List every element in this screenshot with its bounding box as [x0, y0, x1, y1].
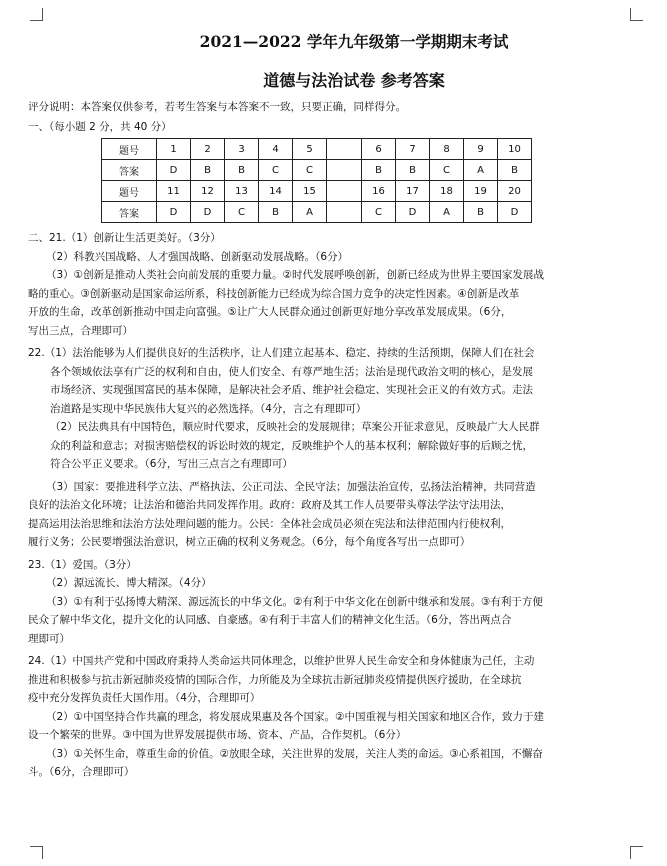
answer-table: [101, 138, 532, 223]
crop-mark-bottom-right: [630, 846, 643, 859]
table-cell: 16: [362, 181, 396, 202]
q21-part3-line: 略的重心。③创新驱动是国家命运所系，科技创新能力已经成为综合国力竞争的决定性因素。④创新是改革: [28, 287, 520, 300]
table-cell: D: [191, 202, 225, 223]
table-cell: B: [191, 160, 225, 181]
table-cell: C: [430, 160, 464, 181]
table-cell: 11: [157, 181, 191, 202]
table-cell: D: [396, 202, 430, 223]
table-cell: A: [464, 160, 498, 181]
q22-part2-line: 众的利益和意志；对损害赔偿权的诉讼时效的规定，反映维护个人的基本权利；解除做好事的后顾之忧，: [50, 439, 533, 452]
q23-part3-line: （3）①有利于弘扬博大精深、源远流长的中华文化。②有利于中华文化在创新中继承和发展。③有利于方便: [46, 595, 543, 608]
crop-mark-bottom-left: [30, 846, 43, 859]
q21-part3-line: （3）①创新是推动人类社会向前发展的重要力量。②时代发展呼唤创新，创新已经成为世界主要国家发展战: [46, 269, 545, 281]
table-cell: C: [225, 202, 259, 223]
section1-label: 一、（每小题 2 分，共 40 分）: [28, 121, 172, 133]
exam-title: 2021—2022 学年九年级第一学期期末考试: [199, 32, 509, 51]
row-label-ans: 答案: [102, 202, 157, 223]
q22-part1-line: 各个领域依法享有广泛的权利和自由，使人们安全、有尊严地生活；法治是现代政治文明的核心，是发展: [50, 365, 533, 378]
table-cell: 3: [225, 139, 259, 160]
table-row: [102, 160, 532, 181]
table-cell: C: [362, 202, 396, 223]
row-label-ans: 答案: [102, 160, 157, 181]
q22-part3-line: 履行义务；公民要增强法治意识，树立正确的权利义务观念。（6分，每个角度各写出一点即可）: [28, 536, 471, 548]
row-label-num: 题号: [102, 181, 157, 202]
table-cell: B: [396, 160, 430, 181]
table-gap: [327, 202, 362, 223]
q22-part1-line: 市场经济、实现强国富民的基本保障，是解决社会矛盾、维护社会稳定、实现社会正义的有效方式。走法: [50, 384, 533, 396]
table-cell: 13: [225, 181, 259, 202]
q24-part3-line: 斗。（6分，合理即可）: [28, 766, 135, 778]
table-cell: 4: [259, 139, 293, 160]
table-cell: B: [259, 202, 293, 223]
q22-part1-line: 22.（1）法治能够为人们提供良好的生活秩序，让人们建立起基本、稳定、持续的生活预期，保障人们在社会: [28, 347, 535, 359]
table-cell: 20: [498, 181, 532, 202]
q22-part1-line: 治道路是实现中华民族伟大复兴的必然选择。（4分，言之有理即可）: [50, 402, 367, 415]
q22-part3-line: （3）国家：要推进科学立法、严格执法、公正司法、全民守法；加强法治宣传，弘扬法治精神，共同营造: [46, 480, 536, 493]
q24-part1-line: 24.（1）中国共产党和中国政府秉持人类命运共同体理念，以维护世界人民生命安全和身体健康为己任，主动: [28, 655, 535, 667]
table-cell: 9: [464, 139, 498, 160]
q23-part1: 23.（1）爱国。（3分）: [28, 558, 137, 571]
table-cell: 18: [430, 181, 464, 202]
q23-block: [28, 556, 640, 649]
exam-subtitle: 道德与法治试卷 参考答案: [263, 71, 445, 90]
table-cell: 12: [191, 181, 225, 202]
crop-mark-top-left: [30, 8, 43, 21]
table-row: [102, 181, 532, 202]
table-cell: 14: [259, 181, 293, 202]
q24-part1-line: 推进和积极参与抗击新冠肺炎疫情的国际合作，力所能及为全球抗击新冠肺炎疫情提供医疗援助，在全球抗: [28, 673, 522, 686]
crop-mark-top-right: [630, 8, 643, 21]
q24-block: [28, 652, 640, 782]
table-cell: A: [430, 202, 464, 223]
table-cell: 7: [396, 139, 430, 160]
table-row: [102, 139, 532, 160]
row-label-num: 题号: [102, 139, 157, 160]
table-cell: D: [157, 160, 191, 181]
q22-block: [28, 344, 640, 552]
table-cell: B: [225, 160, 259, 181]
table-gap: [327, 181, 362, 202]
table-cell: A: [293, 202, 327, 223]
q23-part2: （2）源远流长、博大精深。（4分）: [46, 577, 212, 589]
table-cell: D: [157, 202, 191, 223]
table-cell: B: [498, 160, 532, 181]
table-cell: B: [464, 202, 498, 223]
table-cell: 2: [191, 139, 225, 160]
table-cell: 5: [293, 139, 327, 160]
q21-part1: 二、21.（1）创新让生活更美好。（3分）: [28, 232, 221, 244]
q22-part2-line: 符合公平正义要求。（6分，写出三点言之有理即可）: [50, 458, 293, 470]
table-cell: C: [293, 160, 327, 181]
table-cell: 1: [157, 139, 191, 160]
q24-part3-line: （3）①关怀生命，尊重生命的价值。②放眼全球，关注世界的发展，关注人类的命运。③心系祖国，不懈奋: [46, 747, 543, 760]
table-cell: 8: [430, 139, 464, 160]
table-gap: [327, 139, 362, 160]
table-cell: 15: [293, 181, 327, 202]
table-cell: 19: [464, 181, 498, 202]
q24-part2-line: 设一个繁荣的世界。③中国为世界发展提供市场、资本、产品，合作契机。（6分）: [28, 729, 407, 741]
table-cell: D: [498, 202, 532, 223]
q21-part3-line: 写出三点，合理即可）: [28, 324, 133, 337]
q22-part2-line: （2）民法典具有中国特色，顺应时代要求，反映社会的发展规律；草案公开征求意见，反映最广大人民群: [50, 421, 540, 433]
q21-part3-line: 开放的生命，改革创新推动中国走向富强。⑤让广大人民群众通过创新更好地分享改革发展成果。（6分，: [28, 306, 512, 318]
q24-part1-line: 疫中充分发挥负责任大国作用。（4分，合理即可）: [28, 692, 261, 704]
q24-part2-line: （2）①中国坚持合作共赢的理念，将发展成果惠及各个国家。②中国重视与相关国家和地区合作，致力于建: [46, 710, 545, 723]
table-cell: 10: [498, 139, 532, 160]
scoring-note: 评分说明：本答案仅供参考，若考生答案与本答案不一致，只要正确，同样得分。: [28, 101, 406, 113]
q23-part3-line: 民众了解中华文化，提升文化的认同感、自豪感。④有利于丰富人们的精神文化生活。（6分，答出两点合: [28, 614, 512, 626]
table-cell: 17: [396, 181, 430, 202]
table-cell: C: [259, 160, 293, 181]
q23-part3-line: 理即可）: [28, 632, 70, 645]
table-row: [102, 202, 532, 223]
answer-sheet: [28, 30, 640, 782]
q22-part3-line: 提高运用法治思维和法治方法处理问题的能力。公民：全体社会成员必须在宪法和法律范围内行使权利，: [28, 517, 511, 530]
q21-part2: （2）科教兴国战略、人才强国战略、创新驱动发展战略。（6分）: [46, 250, 349, 263]
q21-block: [28, 229, 640, 340]
q22-part3-line: 良好的法治文化环境；让法治和德治共同发挥作用。政府：政府及其工作人员要带头尊法学法守法用法，: [28, 499, 511, 511]
table-cell: 6: [362, 139, 396, 160]
table-cell: B: [362, 160, 396, 181]
table-gap: [327, 160, 362, 181]
